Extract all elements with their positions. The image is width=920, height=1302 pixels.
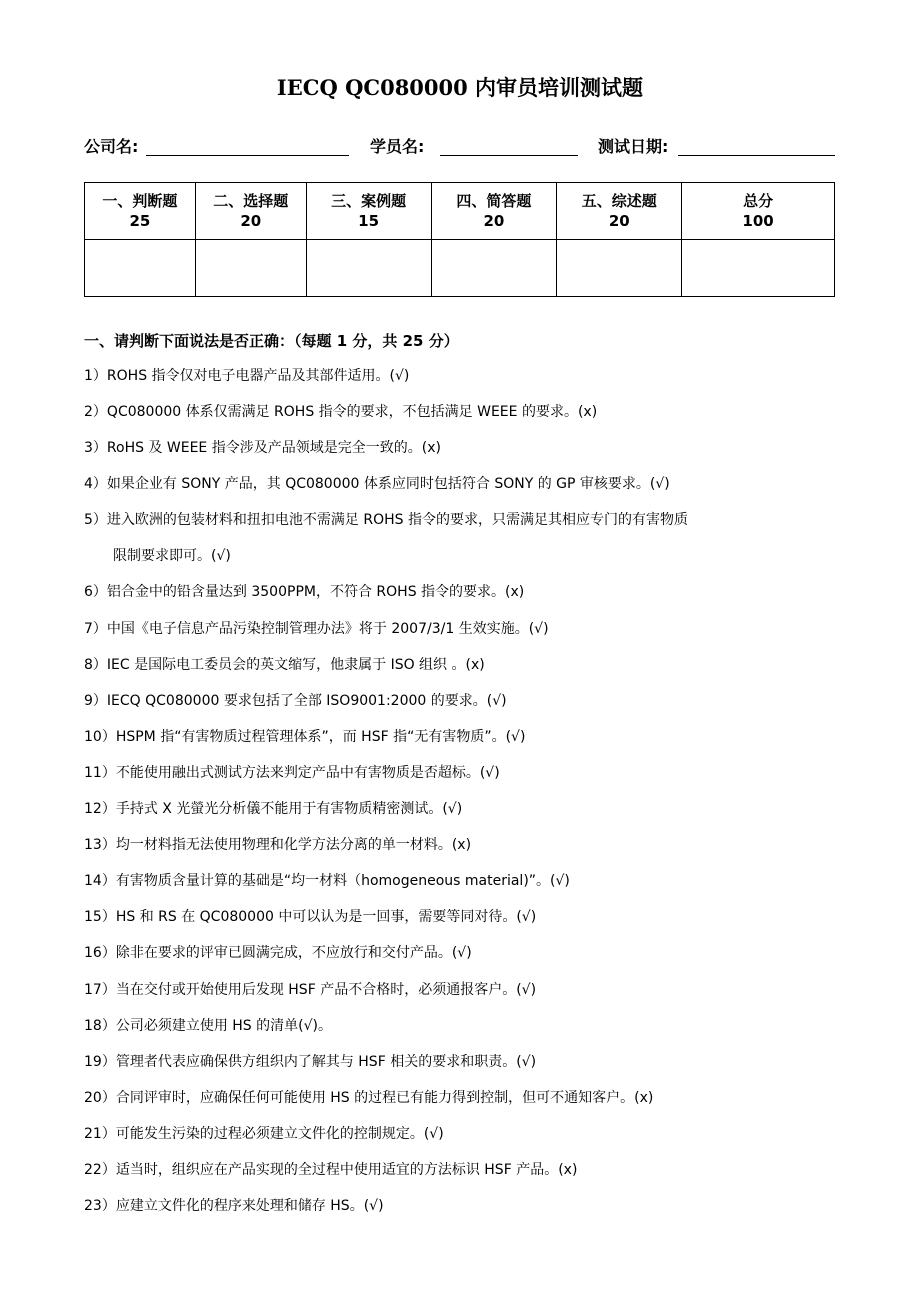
trainee-input-line[interactable] [440, 155, 578, 156]
question-item [84, 619, 874, 655]
question-number: 20） [84, 1089, 116, 1106]
score-header-cell [306, 183, 431, 240]
score-header-cell [195, 183, 306, 240]
score-header-points: 20 [483, 212, 505, 230]
question-number: 2） [84, 404, 107, 421]
question-text: 当在交付或开始使用后发现 HSF 产品不合格时，必须通报客户。(√) [115, 981, 537, 998]
question-item [84, 943, 874, 979]
question-number: 11） [84, 764, 116, 781]
question-number: 23） [84, 1198, 116, 1215]
question-text: 不能使用融出式测试方法来判定产品中有害物质是否超标。(√) [115, 764, 500, 781]
question-number: 10） [84, 728, 116, 745]
company-input-line[interactable] [146, 155, 349, 156]
question-text: IECQ QC080000 要求包括了全部 ISO9001:2000 的要求。(√) [106, 692, 507, 709]
score-table [84, 182, 835, 297]
score-header-points: 15 [358, 212, 380, 230]
question-number: 14） [84, 873, 116, 890]
date-input-line[interactable] [678, 155, 835, 156]
score-header-name: 一、判断题 [102, 192, 178, 210]
score-header-points: 25 [129, 212, 151, 230]
question-item [84, 438, 874, 474]
question-item [84, 835, 874, 871]
question-text: ROHS 指令仅对电子电器产品及其部件适用。(√) [106, 368, 410, 384]
question-number: 6） [84, 584, 107, 601]
page-title: IECQ QC080000 内审员培训测试题 [276, 75, 644, 100]
score-entry-cell[interactable] [306, 240, 431, 297]
question-number: 21） [84, 1125, 116, 1142]
question-item [84, 474, 874, 510]
score-entry-cell[interactable] [431, 240, 557, 297]
question-text: 有害物质含量计算的基础是“均一材料（homogeneous material)”。(√) [115, 873, 570, 890]
question-text: 手持式 X 光螢光分析儀不能用于有害物质精密测试。(√) [115, 801, 463, 818]
question-item [84, 907, 874, 943]
question-text: 可能发生污染的过程必须建立文件化的控制规定。(√) [115, 1125, 444, 1142]
score-entry-cell[interactable] [85, 240, 196, 297]
score-header-name: 五、综述题 [581, 192, 657, 210]
score-header-name: 三、案例题 [331, 192, 407, 210]
score-header-name: 总分 [743, 192, 774, 210]
question-item [84, 799, 874, 835]
question-number: 7） [84, 620, 107, 637]
score-header-points: 100 [742, 212, 774, 230]
score-table-entry-row [85, 240, 835, 297]
question-number: 8） [84, 656, 107, 673]
question-item [84, 510, 874, 582]
trainee-label: 学员名: [370, 137, 425, 156]
question-text: 如果企业有 SONY 产品，其 QC080000 体系应同时包括符合 SONY 的 GP 审核要求。(√) [106, 476, 670, 493]
score-header-cell [85, 183, 196, 240]
question-item [84, 871, 874, 907]
question-text: HSPM 指“有害物质过程管理体系”，而 HSF 指“无有害物质”。(√) [115, 728, 526, 745]
score-entry-cell[interactable] [195, 240, 306, 297]
question-number: 1） [84, 368, 107, 384]
question-number: 17） [84, 981, 116, 998]
question-number: 4） [84, 476, 107, 493]
question-item [84, 980, 874, 1016]
score-header-cell [557, 183, 682, 240]
question-item [84, 1196, 874, 1232]
question-text: 除非在要求的评审已圆满完成，不应放行和交付产品。(√) [115, 945, 472, 962]
question-item [84, 763, 874, 799]
question-number: 15） [84, 909, 116, 926]
company-label: 公司名: [84, 137, 139, 156]
question-number: 9） [84, 692, 107, 709]
score-table-header-row [85, 183, 835, 240]
question-item [84, 582, 874, 618]
question-text: RoHS 及 WEEE 指令涉及产品领域是完全一致的。(x) [106, 440, 441, 457]
question-number: 22） [84, 1161, 116, 1178]
question-number: 5） [84, 512, 107, 529]
question-text: QC080000 体系仅需满足 ROHS 指令的要求，不包括满足 WEEE 的要求。(x) [106, 404, 598, 421]
question-item [84, 366, 874, 402]
question-item [84, 727, 874, 763]
info-row [0, 134, 920, 160]
section-heading: 一、请判断下面说法是否正确：（每题 1 分，共 25 分） [84, 332, 459, 350]
question-list [84, 366, 874, 1232]
question-item [84, 1052, 874, 1088]
question-number: 12） [84, 801, 116, 818]
date-label: 测试日期: [598, 137, 669, 156]
question-item [84, 1160, 874, 1196]
question-text: 管理者代表应确保供方组织内了解其与 HSF 相关的要求和职责。(√) [115, 1053, 537, 1070]
score-header-name: 二、选择题 [213, 192, 289, 210]
score-header-name: 四、简答题 [456, 192, 532, 210]
score-header-cell [431, 183, 557, 240]
question-text: 均一材料指无法使用物理和化学方法分离的单一材料。(x) [115, 837, 472, 854]
question-text: IEC 是国际电工委员会的英文缩写，他隶属于 ISO 组织 。(x) [106, 656, 485, 673]
question-text: 进入欧洲的包装材料和扭扣电池不需满足 ROHS 指令的要求，只需满足其相应专门的有害物质 [106, 512, 688, 529]
question-text: 中国《电子信息产品污染控制管理办法》将于 2007/3/1 生效实施。(√) [106, 620, 549, 637]
question-number: 3） [84, 440, 107, 457]
question-text: HS 和 RS 在 QC080000 中可以认为是一回事，需要等同对待。(√) [115, 909, 537, 926]
score-header-points: 20 [608, 212, 630, 230]
question-item [84, 1088, 874, 1124]
question-text: 应建立文件化的程序来处理和储存 HS。(√) [115, 1198, 384, 1215]
question-number: 16） [84, 945, 116, 962]
question-item [84, 402, 874, 438]
question-text: 适当时，组织应在产品实现的全过程中使用适宜的方法标识 HSF 产品。(x) [115, 1161, 578, 1178]
question-item [84, 1124, 874, 1160]
question-text-continued: 限制要求即可。(√) [113, 548, 231, 565]
question-item [84, 655, 874, 691]
score-entry-cell[interactable] [682, 240, 835, 297]
question-text: 公司必须建立使用 HS 的清单(√)。 [115, 1017, 332, 1034]
question-number: 18） [84, 1017, 116, 1034]
score-entry-cell[interactable] [557, 240, 682, 297]
question-number: 13） [84, 837, 116, 854]
question-text: 铝合金中的铅含量达到 3500PPM，不符合 ROHS 指令的要求。(x) [106, 584, 525, 601]
question-item [84, 691, 874, 727]
question-text: 合同评审时，应确保任何可能使用 HS 的过程已有能力得到控制，但可不通知客户。(x) [115, 1089, 654, 1106]
score-header-cell [682, 183, 835, 240]
score-header-points: 20 [240, 212, 262, 230]
question-item [84, 1016, 874, 1052]
question-number: 19） [84, 1053, 116, 1070]
